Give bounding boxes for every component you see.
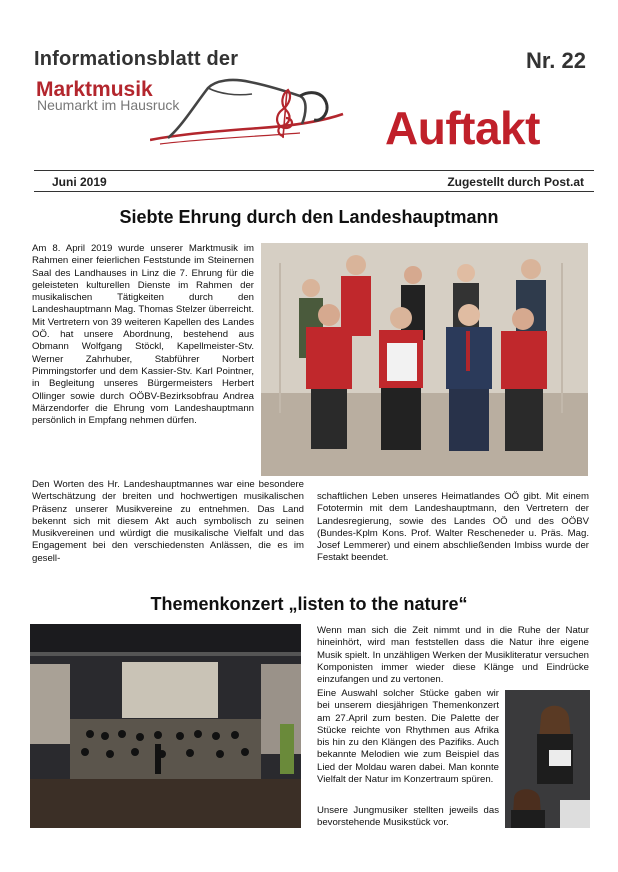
logo-name: Marktmusik: [36, 78, 153, 101]
article2-heading: Themenkonzert „listen to the nature“: [150, 594, 468, 614]
issue-date: Juni 2019: [52, 175, 107, 189]
header-rule-bottom: [34, 191, 594, 192]
article1-right-column: schaftlichen Leben unseres Heimatlandes OÖ gibt. Mit einem Fototermin mit dem Landeshauptmann, den Vertretern der Landesregierung, sowie des Landes OÖ und des OÖBV (Bundes-Kplm Kons. Prof. Walter Rescheneder u. Präs. Mag. Josef Lemmerer) und einem abschließenden Imbiss wurde der Festakt beendet.: [317, 491, 589, 564]
young-musician-presenter-photo: [505, 690, 590, 828]
delivery-note: Zugestellt durch Post.at: [447, 175, 584, 189]
logo-place: Neumarkt im Hausruck: [37, 97, 180, 113]
concert-hall-photo: [30, 624, 301, 828]
award-ceremony-photo: [261, 243, 588, 476]
article1-heading: Siebte Ehrung durch den Landeshauptmann: [119, 207, 499, 227]
article2-paragraph1: Wenn man sich die Zeit nimmt und in die Ruhe der Natur hineinhört, wird man feststellen dass die Natur ihre eigene Musik spielt. In unzähligen Werken der Musikliteratur versuchen Komponisten immer wieder diese Klänge und Eindrücke einzufangen und zu vertonen.: [317, 625, 589, 686]
newsletter-title: Informationsblatt der: [34, 48, 239, 70]
article1-left-column: Am 8. April 2019 wurde unserer Marktmusik im Rahmen einer feierlichen Feststunde im Steinernen Saal des Landhauses in Linz die 7. Ehrung für die geleisteten kulturellen Dienste im Rahmen der musikalischen Tätigkeiten durch den Landeshauptmann Mag. Thomas Stelzer überreicht. Mit Vertretern von 39 weiteren Kapellen des Landes OÖ. hat unsere Abordnung, bestehend aus Obmann Wolfgang Stöckl, Kapellmeister-Stv. Werner Zahrhuber, Stabführer Norbert Pimmingstorfer und dem Kassier-Stv. Karl Pointner, in Begleitung unseres Bürgermeisters Herbert Ollinger sowie durch OÖBV-Bezirksobfrau Andrea Märzendorfer die Ehrung vom Landeshauptmann persönlich in Empfang nehmen dürfen.: [32, 243, 254, 427]
article2-paragraph3: Unsere Jungmusiker stellten jeweils das bevorstehende Musikstück vor.: [317, 805, 499, 829]
header-rule-top: [34, 170, 594, 171]
hat-and-treble-clef-logo-icon: [150, 76, 345, 148]
article1-full-width: Den Worten des Hr. Landeshauptmannes war eine besondere Wertschätzung der breiten und hochwertigen musikalischen Präsenz unserer Musikvereine zu entnehmen. Das Land bekennt sich mit diesem Akt auch symbolisch zu seinen Musikvereinen und würdigt die musikalische Vielfalt und das Engagement bei den verschiedensten Anlässen, die es im gesell-: [32, 479, 304, 564]
article2-paragraph2: Eine Auswahl solcher Stücke gaben wir bei unserem diesjährigen Themenkonzert am 27.April zum besten. Die Palette der Stücke reichte von Rhythmen aus Afrika bis hin zu den Klängen des Pazifiks. Auch bekannte Melodien wie zum Beispiel das Lied der Moldau waren dabei. Man konnte Vielfalt der Natur im Konzertraum spüren.: [317, 688, 499, 786]
issue-number: Nr. 22: [526, 48, 586, 73]
masthead-auftakt: Auftakt: [385, 102, 540, 154]
